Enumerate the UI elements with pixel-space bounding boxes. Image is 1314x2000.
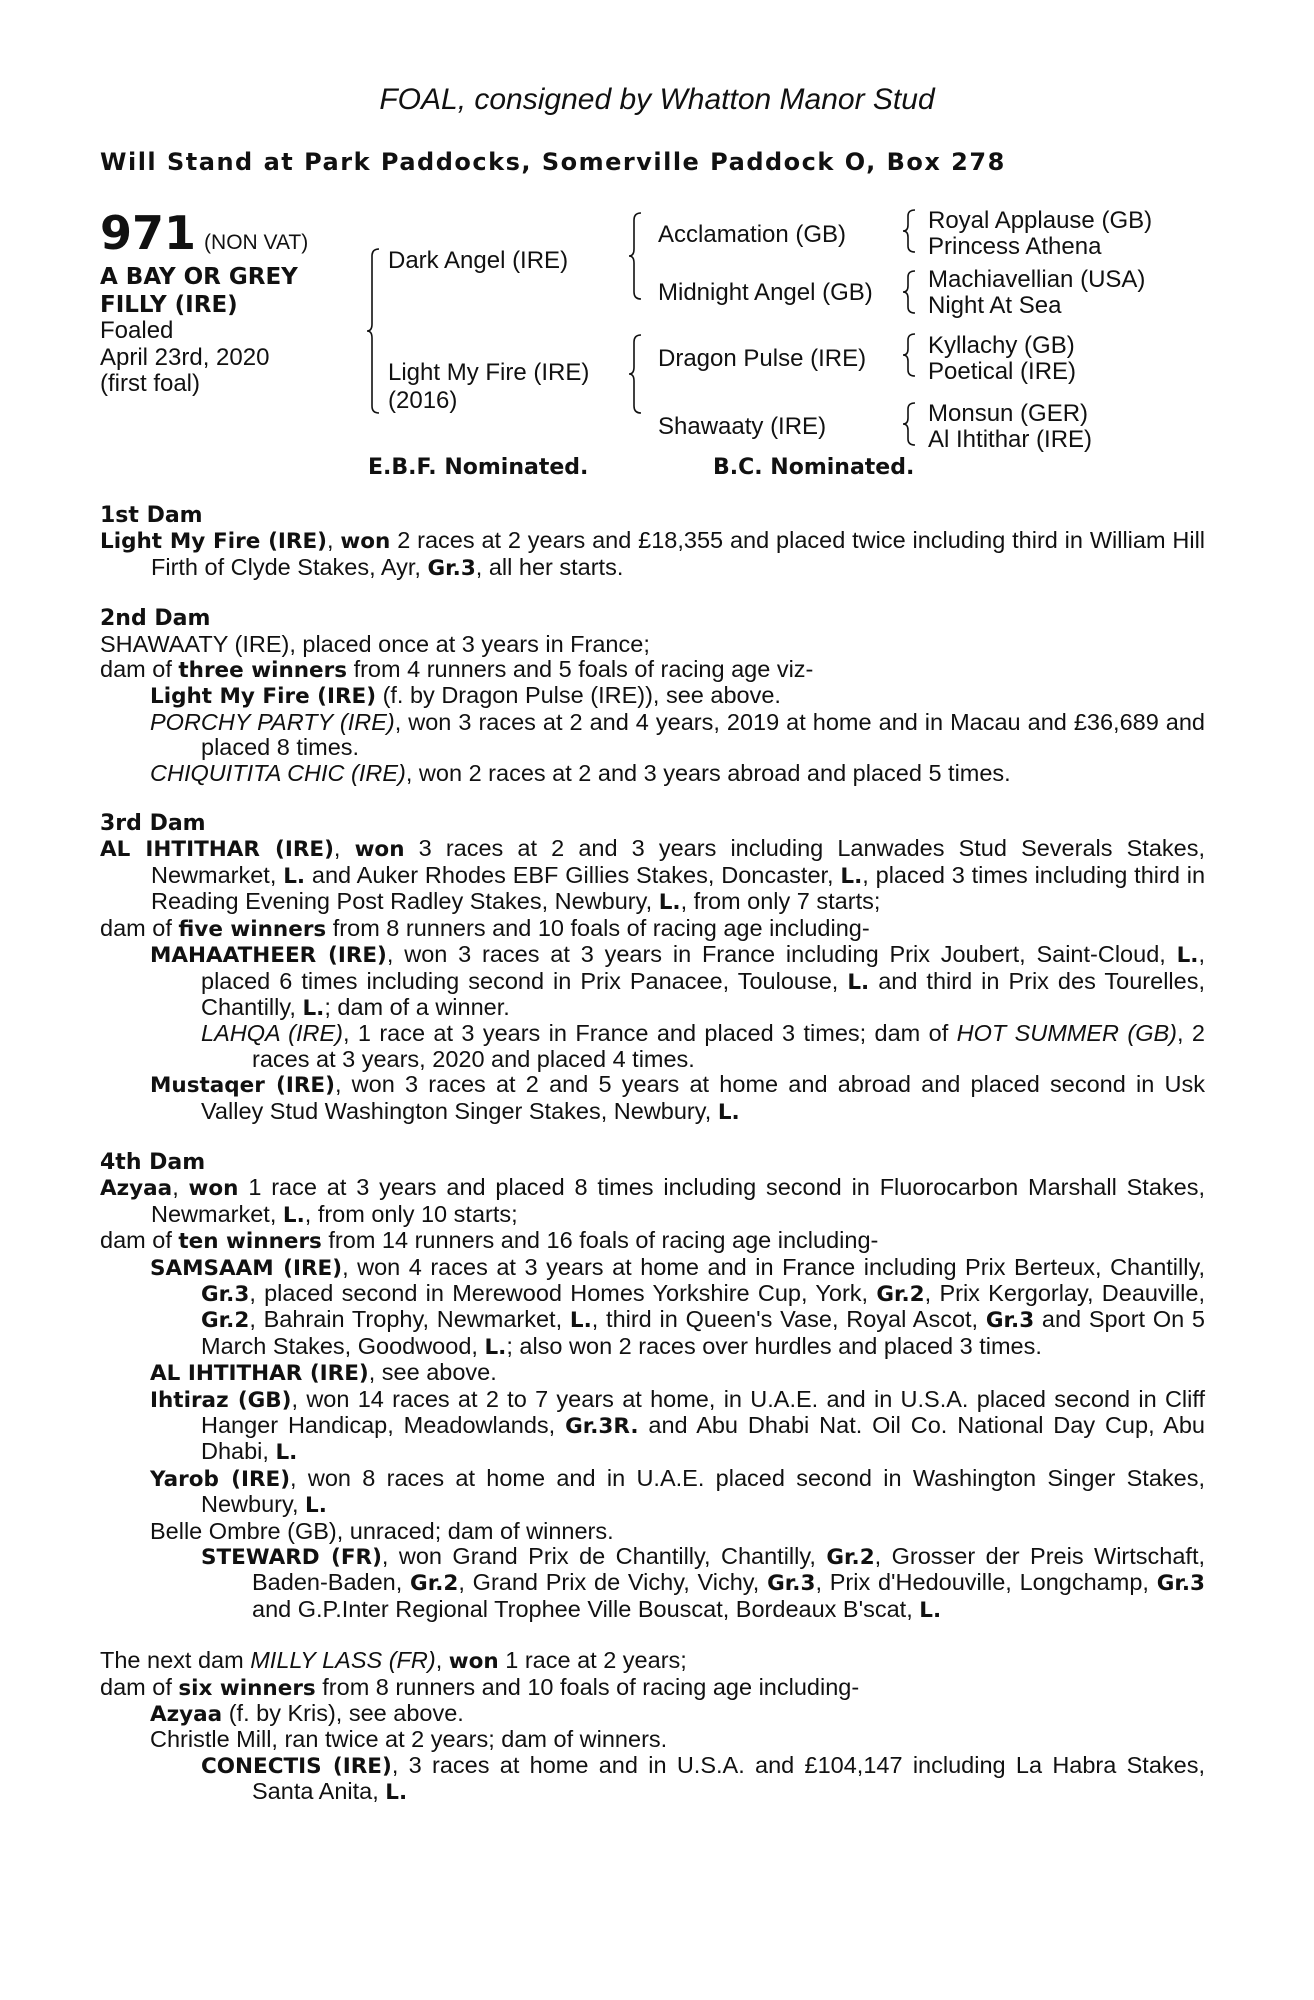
winners-count: five winners — [178, 916, 327, 942]
text-run: from 4 runners and 5 foals of racing age viz- — [347, 656, 814, 683]
second-dam-heading: 2nd Dam — [100, 606, 211, 632]
text-run: , won 2 races at 2 and 3 years abroad and placed 5 times. — [405, 759, 1011, 786]
produce-entry — [100, 1387, 1205, 1466]
text-run: and Abu Dhabi Nat. Oil Co. National Day Cup, Abu Dhabi, — [201, 1412, 1205, 1465]
horse-name: CHIQUITITA CHIC (IRE) — [150, 759, 406, 786]
text-run: , won 3 races at 2 and 5 years at home and abroad and placed second in Usk Valley Stud Washington Singer Stakes, Newbury, — [201, 1071, 1205, 1124]
grade-text: Gr.2 — [826, 1545, 875, 1571]
foaled-date: April 23rd, 2020 — [100, 343, 270, 371]
won-text: won — [448, 1649, 499, 1675]
pedigree-bracket-g2 — [906, 270, 916, 315]
grade-text: Gr.3 — [985, 1308, 1035, 1334]
listed-text: L. — [840, 863, 863, 889]
sex-line-1: A BAY OR GREY — [100, 264, 298, 290]
text-run: dam of — [100, 656, 179, 683]
text-run: , Grand Prix de Vichy, Vichy, — [458, 1569, 768, 1596]
third-dam-produce-intro — [100, 916, 1205, 942]
text-run: , Prix Kergorlay, Deauville, — [924, 1279, 1205, 1306]
produce-entry — [100, 1360, 1205, 1386]
won-text: won — [354, 837, 405, 863]
text-run: from 14 runners and 16 foals of racing age including- — [321, 1227, 879, 1254]
text-run: dam of — [100, 1227, 179, 1254]
listed-text: L. — [275, 1440, 298, 1466]
listed-text: L. — [305, 1493, 327, 1519]
third-dam-heading: 3rd Dam — [100, 811, 206, 837]
fourth-dam-heading: 4th Dam — [100, 1149, 206, 1175]
stand-location: Will Stand at Park Paddocks, Somerville Paddock O, Box 278 — [100, 148, 1006, 176]
pedigree-dam-dam: Shawaaty (IRE) — [658, 413, 827, 440]
text-run: , 2 races at 3 years, 2020 and placed 4 times. — [252, 1020, 1205, 1072]
horse-name: Ihtiraz (GB) — [150, 1387, 292, 1413]
text-run: 1 race at 3 years and placed 8 times including second in Fluorocarbon Marshall Stakes, Newmarket, — [151, 1174, 1205, 1227]
horse-name: Mustaqer (IRE) — [150, 1073, 335, 1099]
pedigree-bracket-g1 — [906, 209, 916, 254]
pedigree-dam: Light My Fire (IRE) — [388, 359, 590, 386]
produce-entry — [100, 942, 1205, 1021]
horse-name: Azyaa — [150, 1702, 223, 1728]
pedigree-g1: Royal Applause (GB) — [928, 207, 1153, 234]
text-run: The next dam — [100, 1647, 251, 1674]
listed-text: L. — [847, 969, 870, 995]
winners-count: six winners — [178, 1675, 316, 1701]
grade-text: Gr.3 — [201, 1281, 250, 1307]
text-run: , Bahrain Trophy, Newmarket, — [249, 1306, 570, 1333]
won-text: won — [188, 1176, 239, 1202]
horse-name: Yarob (IRE) — [150, 1466, 291, 1492]
produce-entry — [100, 1701, 1205, 1727]
text-run: from 8 runners and 10 foals of racing age including- — [326, 914, 870, 941]
horse-name: STEWARD (FR) — [201, 1545, 382, 1571]
text-run: dam of — [100, 914, 179, 941]
text-run: , third in Queen's Vase, Royal Ascot, — [591, 1306, 986, 1333]
horse-name: AL IHTITHAR (IRE) — [150, 1361, 369, 1387]
catalogue-body — [100, 503, 1205, 1806]
text-run: 2 races at 2 years and £18,355 and placed twice including third in William Hill Firth of Clyde Stakes, Ayr, — [151, 527, 1206, 580]
winners-count: ten winners — [178, 1229, 322, 1255]
pedigree-g3: Machiavellian (USA) — [928, 266, 1146, 293]
next-dam-paragraph: The next dam MILLY LASS (FR), won 1 race at 2 years; — [100, 1647, 687, 1675]
pedigree-dam-year: (2016) — [388, 387, 458, 414]
text-run: , from only 10 starts; — [304, 1200, 518, 1227]
lot-heading — [100, 206, 308, 260]
pedigree-g6: Poetical (IRE) — [928, 358, 1077, 385]
bc-nominated: B.C. Nominated. — [713, 455, 915, 480]
produce-entry — [100, 710, 1205, 761]
next-dam-produce-intro — [100, 1675, 1205, 1701]
horse-name: CONECTIS (IRE) — [201, 1753, 392, 1779]
produce-entry — [100, 1544, 1205, 1623]
listed-text: L. — [302, 995, 325, 1021]
grade-text: Gr.2 — [201, 1308, 250, 1334]
text-run: , Grosser der Preis Wirtschaft, Baden-Baden, — [252, 1543, 1205, 1596]
produce-entry — [100, 1753, 1205, 1806]
produce-entry — [100, 1255, 1205, 1361]
horse-name: SAMSAAM (IRE) — [150, 1255, 343, 1281]
pedigree-bracket-g3 — [906, 333, 916, 378]
listed-text: L. — [385, 1780, 408, 1806]
pedigree-g4: Night At Sea — [928, 292, 1062, 319]
pedigree-sire: Dark Angel (IRE) — [388, 247, 569, 274]
first-dam-name: Light My Fire (IRE) — [100, 529, 328, 555]
grade-text: Gr.3 — [1156, 1571, 1206, 1597]
text-run: from 8 runners and 10 foals of racing age including- — [315, 1673, 860, 1700]
fourth-dam-produce-intro — [100, 1228, 1205, 1254]
pedigree-g8: Al Ihtithar (IRE) — [928, 426, 1093, 453]
pedigree-bracket-dam — [632, 334, 642, 414]
produce-entry — [100, 1072, 1205, 1125]
text-run: (f. by Kris), see above. — [222, 1700, 464, 1727]
listed-text: L. — [658, 890, 681, 916]
text-run: , 1 race at 3 years in France and placed 3 times; dam of — [343, 1020, 957, 1047]
pedigree-g2: Princess Athena — [928, 233, 1102, 260]
pedigree-bracket-g4 — [906, 402, 916, 447]
fourth-dam-paragraph: Azyaa, won 1 race at 3 years and placed 8 times including second in Fluorocarbon Marshall Stakes, Newmarket, L., from only 10 starts; — [100, 1174, 1205, 1228]
winners-count: three winners — [178, 658, 348, 684]
listed-text: L. — [919, 1597, 942, 1623]
text-run: and Auker Rhodes EBF Gillies Stakes, Doncaster, — [305, 861, 841, 888]
text-run: , from only 7 starts; — [680, 888, 881, 915]
second-dam-produce-intro — [100, 657, 1205, 683]
text-run: (f. by Dragon Pulse (IRE)), see above. — [376, 682, 781, 709]
grade-text: Gr.2 — [410, 1571, 459, 1597]
lot-number: 971 — [100, 206, 197, 260]
pedigree-dam-sire: Dragon Pulse (IRE) — [658, 345, 867, 372]
horse-name: Azyaa — [100, 1176, 173, 1202]
text-run: , placed 6 times including second in Prix Panacee, Toulouse, — [201, 941, 1206, 994]
listed-text: L. — [569, 1308, 592, 1334]
grade-text: Gr.3 — [767, 1571, 816, 1597]
foaled-label: Foaled — [100, 317, 174, 344]
lot-description — [100, 263, 298, 319]
grade-text: Gr.2 — [876, 1281, 925, 1307]
listed-text: L. — [717, 1099, 740, 1125]
pedigree-g5: Kyllachy (GB) — [928, 332, 1075, 359]
text-run: , won 3 races at 2 and 4 years, 2019 at home and in Macau and £36,689 and placed 8 times. — [201, 708, 1205, 761]
horse-name: HOT SUMMER (GB) — [956, 1020, 1178, 1047]
pedigree-bracket-sire — [632, 212, 642, 300]
first-dam-paragraph: Light My Fire (IRE), won 2 races at 2 years and £18,355 and placed twice including third in William Hill Firth of Clyde Stakes, Ayr, Gr.3, all her starts. — [100, 527, 1206, 581]
horse-name: AL IHTITHAR (IRE) — [100, 837, 334, 863]
text-run: , won 3 races at 3 years in France including Prix Joubert, Saint-Cloud, — [386, 941, 1177, 968]
text-run: , Prix d'Hedouville, Longchamp, — [815, 1569, 1157, 1596]
horse-name: MAHAATHEER (IRE) — [150, 943, 387, 969]
produce-entry — [100, 683, 1205, 709]
text-run: 1 race at 2 years; — [498, 1647, 687, 1674]
text-run: and G.P.Inter Regional Trophee Ville Bouscat, Bordeaux B'scat, — [252, 1595, 920, 1622]
horse-name: LAHQA (IRE) — [201, 1020, 343, 1047]
text-run: and third in Prix des Tourelles, Chantilly, — [201, 967, 1205, 1020]
produce-entry — [100, 1466, 1205, 1519]
text-run: and Sport On 5 March Stakes, Goodwood, — [201, 1306, 1205, 1359]
text-run: , see above. — [368, 1359, 497, 1386]
catalogue-title: FOAL, consigned by Whatton Manor Stud — [379, 83, 935, 116]
text-run: ; also won 2 races over hurdles and placed 3 times. — [506, 1332, 1042, 1359]
produce-entry — [100, 761, 1205, 786]
horse-name: PORCHY PARTY (IRE) — [150, 708, 395, 735]
sex-line-2: FILLY (IRE) — [100, 292, 238, 318]
horse-name: Light My Fire (IRE) — [150, 684, 377, 710]
text-run: , won 4 races at 3 years at home and in France including Prix Berteux, Chantilly, — [342, 1253, 1205, 1280]
second-dam-line: SHAWAATY (IRE), placed once at 3 years in France; — [100, 630, 650, 657]
foal-note: (first foal) — [100, 370, 201, 397]
text-run: , placed 3 times including third in Reading Evening Post Radley Stakes, Newbury, — [151, 861, 1206, 915]
grade-text: Gr.3 — [427, 555, 476, 581]
foaling-info — [100, 318, 269, 398]
text-run: ; dam of a winner. — [324, 993, 510, 1020]
pedigree-bracket-parents — [370, 248, 380, 414]
grade-text: Gr.3R. — [565, 1414, 639, 1439]
first-dam-heading: 1st Dam — [100, 503, 203, 528]
text-run: 3 races at 2 and 3 years including Lanwades Stud Severals Stakes, Newmarket, — [151, 835, 1205, 888]
produce-entry — [100, 1021, 1205, 1072]
text-run: , 3 races at home and in U.S.A. and £104,147 including La Habra Stakes, Santa Anita, — [252, 1751, 1205, 1805]
text-run: , placed second in Merewood Homes Yorkshire Cup, York, — [249, 1279, 877, 1306]
text-run: dam of — [100, 1673, 179, 1700]
listed-text: L. — [1176, 943, 1199, 969]
listed-text: L. — [283, 863, 306, 889]
ebf-nominated: E.B.F. Nominated. — [368, 455, 589, 480]
listed-text: L. — [282, 1202, 305, 1228]
third-dam-paragraph: AL IHTITHAR (IRE), won 3 races at 2 and 3 years including Lanwades Stud Severals Stakes, Newmarket, L. and Auker Rhodes EBF Gillies Stakes, Doncaster, L., placed 3 times including third in Reading Evening Post Radley Stakes, Newbury, L., from only 7 starts; — [100, 835, 1206, 916]
pedigree-g7: Monsun (GER) — [928, 400, 1089, 427]
pedigree-sire-sire: Acclamation (GB) — [658, 221, 847, 248]
pedigree-sire-dam: Midnight Angel (GB) — [658, 279, 873, 306]
text-run: , won 14 races at 2 to 7 years at home, in U.A.E. and in U.S.A. placed second in Cliff Hanger Handicap, Meadowlands, — [201, 1385, 1205, 1438]
text-run: , all her starts. — [475, 553, 624, 580]
text-run: , won Grand Prix de Chantilly, Chantilly, — [381, 1543, 827, 1570]
produce-entry: Christle Mill, ran twice at 2 years; dam of winners. — [150, 1726, 668, 1753]
won-text: won — [340, 529, 391, 555]
horse-name: MILLY LASS (FR) — [250, 1647, 436, 1674]
text-run: , won 8 races at home and in U.A.E. placed second in Washington Singer Stakes, Newbury, — [201, 1464, 1205, 1518]
listed-text: L. — [484, 1334, 507, 1360]
produce-entry: Belle Ombre (GB), unraced; dam of winners. — [150, 1517, 614, 1544]
vat-status: (NON VAT) — [204, 231, 309, 254]
